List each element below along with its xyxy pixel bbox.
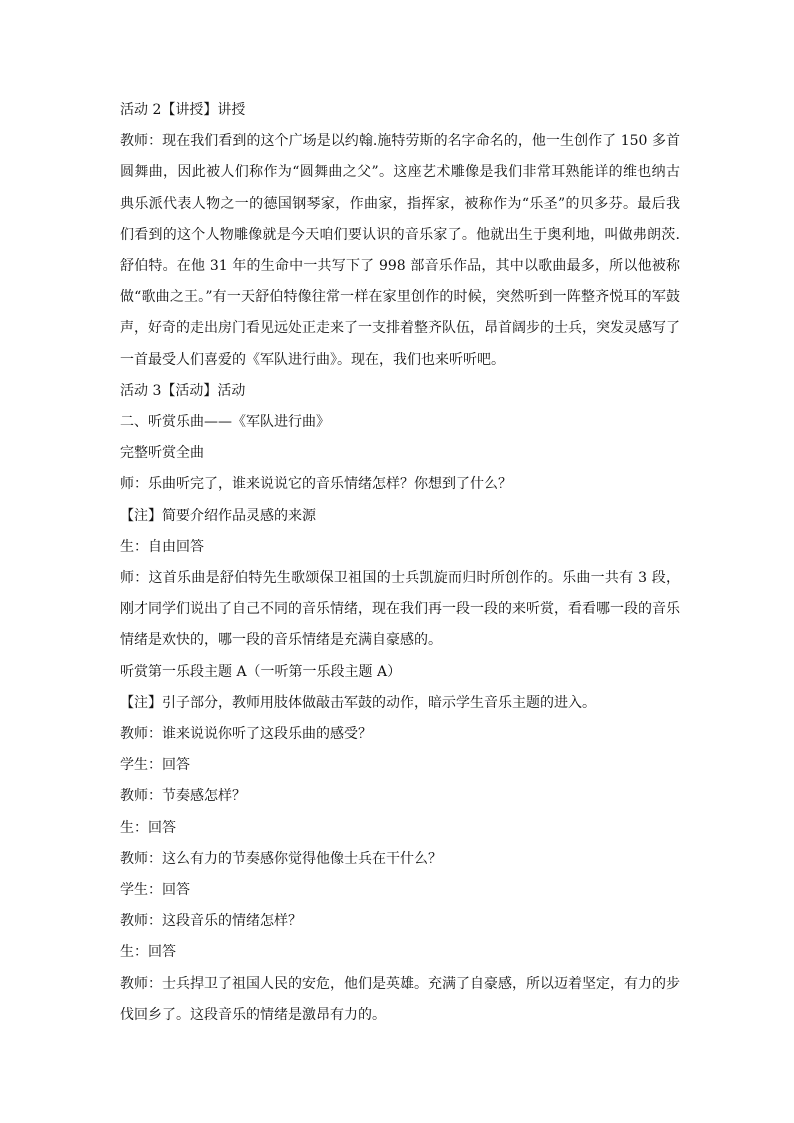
full-listening-line: 完整听赏全曲 (120, 445, 204, 462)
teacher-question-line: 师：乐曲听完了，谁来说说它的音乐情绪怎样？你想到了什么？ (120, 476, 512, 493)
theme-a-heading: 听赏第一乐段主题 A（一听第一乐段主题 A） (120, 663, 402, 680)
teacher-question-line: 教师：这么有力的节奏感你觉得他像士兵在干什么？ (120, 850, 442, 867)
student-answer-line: 学生：回答 (120, 882, 190, 899)
student-answer-line: 生：回答 (120, 819, 176, 836)
activity-2-heading: 活动 2【讲授】讲授 (120, 102, 246, 118)
document-page (120, 95, 680, 1031)
teacher-question-line: 教师：谁来说说你听了这段乐曲的感受？ (120, 726, 372, 743)
teacher-explanation-paragraph: 师：这首乐曲是舒伯特先生歌颂保卫祖国的士兵凯旋而归时所创作的。乐曲一共有 3 段，刚才同学们说出了自己不同的音乐情绪，现在我们再一段一段的来听赏，看看哪一段的音乐情绪是欢快的，哪一段的音乐情绪是充满自豪感的。 (120, 570, 680, 649)
teacher-conclusion-paragraph: 教师：士兵捍卫了祖国人民的安危，他们是英雄。充满了自豪感，所以迈着坚定，有力的步伐回乡了。这段音乐的情绪是激昂有力的。 (120, 975, 680, 1023)
teacher-intro-paragraph: 教师：现在我们看到的这个广场是以约翰.施特劳斯的名字命名的，他一生创作了 150 多首圆舞曲，因此被人们称作为“圆舞曲之父”。这座艺术雕像是我们非常耳熟能详的维也纳古典乐派代表人物之一的德国钢琴家，作曲家，指挥家，被称作为“乐圣”的贝多芬。最后我们看到的这个人物雕像就是今天咱们要认识的音乐家了。他就出生于奥利地，叫做弗朗茨.舒伯特。在他 31 年的生命中一共写下了 998 部音乐作品，其中以歌曲最多，所以他被称做“歌曲之王。”有一天舒伯特像往常一样在家里创作的时候，突然听到一阵整齐悦耳的军鼓声，好奇的走出房门看见远处正走来了一支排着整齐队伍，昂首阔步的士兵，突发灵感写了一首最受人们喜爱的《军队进行曲》。现在，我们也来听听吧。 (120, 133, 680, 368)
activity-3-heading: 活动 3【活动】活动 (120, 382, 246, 399)
student-answer-line: 生：自由回答 (120, 538, 204, 555)
note-line: 【注】简要介绍作品灵感的来源 (120, 507, 316, 524)
section-heading: 二、听赏乐曲——《军队进行曲》 (120, 414, 330, 431)
teacher-question-line: 教师：这段音乐的情绪怎样？ (120, 913, 302, 930)
teacher-question-line: 教师：节奏感怎样？ (120, 788, 246, 805)
student-answer-line: 学生：回答 (120, 757, 190, 774)
note-line: 【注】引子部分，教师用肢体做敲击军鼓的动作，暗示学生音乐主题的进入。 (120, 694, 596, 711)
student-answer-line: 生：回答 (120, 944, 176, 961)
